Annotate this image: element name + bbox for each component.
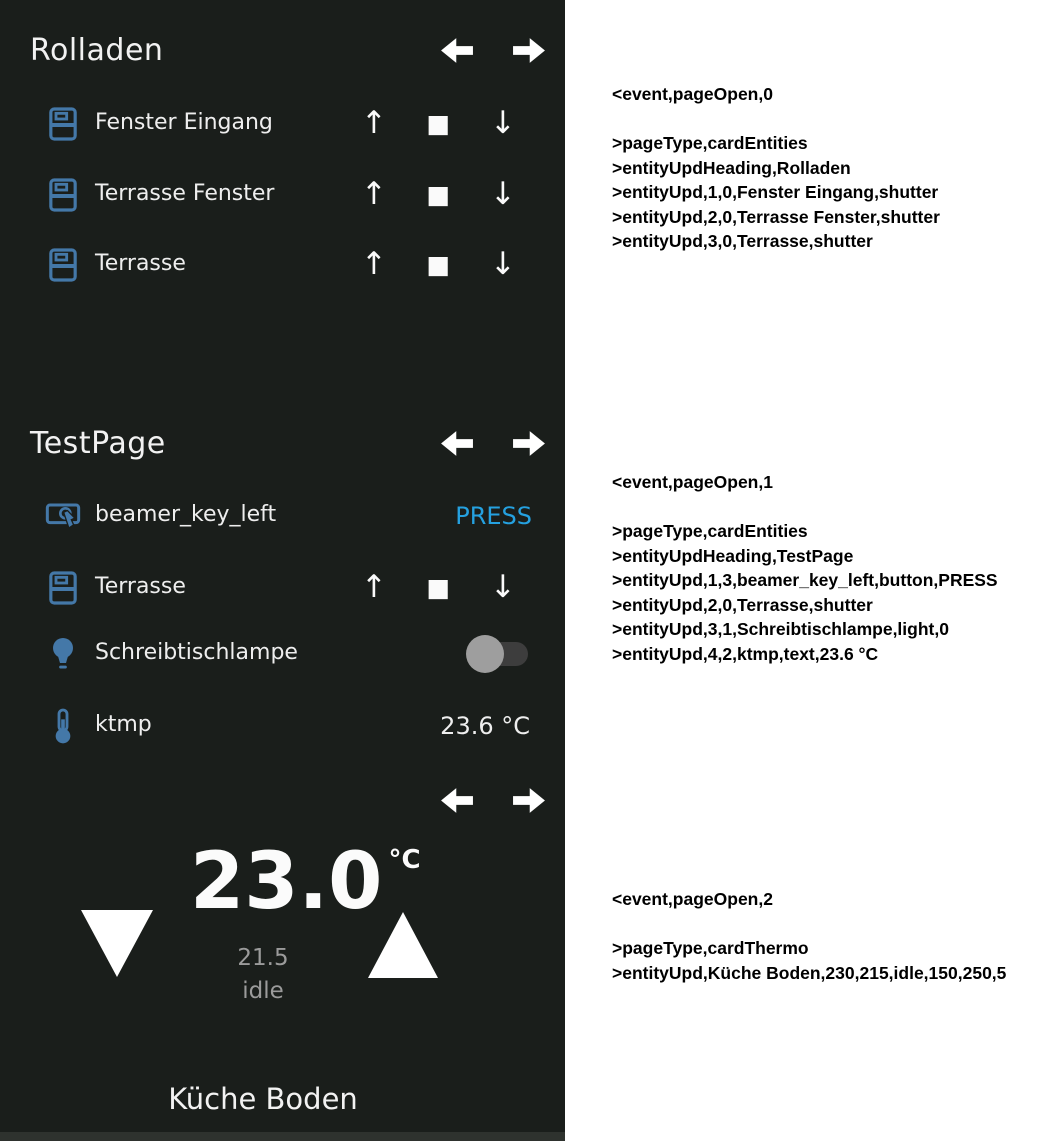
target-temperature: 21.5 bbox=[237, 945, 289, 971]
nav-right-button[interactable] bbox=[510, 36, 548, 65]
nav-left-button[interactable] bbox=[438, 429, 476, 458]
protocol-block-pageopen-1 bbox=[612, 470, 1042, 666]
protocol-line: >entityUpd,3,1,Schreibtischlampe,light,0 bbox=[612, 619, 949, 639]
temp-increase-button[interactable] bbox=[368, 912, 438, 978]
page-navigation bbox=[438, 786, 548, 815]
entity-row bbox=[0, 173, 565, 217]
shutter-down-button[interactable]: ↓ bbox=[490, 176, 516, 212]
panel-bottom-strip bbox=[0, 1132, 565, 1141]
current-temperature bbox=[190, 837, 421, 927]
entity-row bbox=[0, 632, 565, 676]
thermostat-title: Küche Boden bbox=[168, 1082, 358, 1116]
shutter-stop-button[interactable]: ■ bbox=[426, 180, 450, 209]
page-title: TestPage bbox=[30, 426, 166, 461]
entity-row bbox=[0, 704, 565, 748]
protocol-line: >entityUpd,1,3,beamer_key_left,button,PRESS bbox=[612, 570, 998, 590]
temperature-unit: °C bbox=[388, 845, 421, 875]
protocol-line: >entityUpd,1,0,Fenster Eingang,shutter bbox=[612, 182, 939, 202]
protocol-line: <event,pageOpen,2 bbox=[612, 889, 773, 909]
entity-row bbox=[0, 494, 565, 538]
protocol-line: <event,pageOpen,0 bbox=[612, 84, 773, 104]
nav-left-button[interactable] bbox=[438, 36, 476, 65]
window-shutter-icon bbox=[43, 175, 83, 215]
entity-name: Schreibtischlampe bbox=[95, 640, 298, 665]
shutter-down-button[interactable]: ↓ bbox=[490, 105, 516, 141]
protocol-line: >entityUpd,2,0,Terrasse,shutter bbox=[612, 594, 873, 615]
lightbulb-icon bbox=[43, 634, 83, 674]
entity-name: ktmp bbox=[95, 712, 152, 737]
light-toggle-switch[interactable] bbox=[468, 642, 528, 666]
entity-row bbox=[0, 243, 565, 287]
nav-right-button[interactable] bbox=[510, 429, 548, 458]
protocol-line: >pageType,cardEntities bbox=[612, 521, 808, 541]
shutter-stop-button[interactable]: ■ bbox=[426, 250, 450, 279]
sensor-value: 23.6 °C bbox=[440, 712, 530, 740]
protocol-line: >entityUpd,3,0,Terrasse,shutter bbox=[612, 231, 873, 251]
entity-name: beamer_key_left bbox=[95, 502, 277, 527]
window-shutter-icon bbox=[43, 104, 83, 144]
shutter-stop-button[interactable]: ■ bbox=[426, 573, 450, 602]
nav-left-button[interactable] bbox=[438, 786, 476, 815]
protocol-line: >entityUpdHeading,TestPage bbox=[612, 545, 854, 566]
page-navigation bbox=[438, 36, 548, 65]
shutter-stop-button[interactable]: ■ bbox=[426, 109, 450, 138]
protocol-block-pageopen-2 bbox=[612, 887, 1042, 985]
window-shutter-icon bbox=[43, 245, 83, 285]
shutter-up-button[interactable]: ↑ bbox=[361, 569, 387, 605]
protocol-block-pageopen-0 bbox=[612, 82, 1042, 254]
press-button[interactable]: PRESS bbox=[455, 502, 532, 530]
shutter-up-button[interactable]: ↑ bbox=[361, 105, 387, 141]
protocol-line bbox=[612, 495, 1042, 520]
shutter-up-button[interactable]: ↑ bbox=[361, 246, 387, 282]
protocol-line bbox=[612, 107, 1042, 132]
page-navigation bbox=[438, 429, 548, 458]
entity-row bbox=[0, 102, 565, 146]
toggle-knob bbox=[466, 635, 504, 673]
hvac-state: idle bbox=[242, 978, 284, 1004]
shutter-up-button[interactable]: ↑ bbox=[361, 176, 387, 212]
shutter-down-button[interactable]: ↓ bbox=[490, 246, 516, 282]
temp-decrease-button[interactable] bbox=[81, 910, 153, 977]
thermometer-icon bbox=[43, 706, 83, 746]
nav-right-button[interactable] bbox=[510, 786, 548, 815]
entity-row bbox=[0, 566, 565, 610]
window-shutter-icon bbox=[43, 568, 83, 608]
current-temperature-value: 23.0 bbox=[190, 837, 383, 927]
protocol-line bbox=[612, 912, 1042, 937]
protocol-line: >entityUpd,2,0,Terrasse Fenster,shutter bbox=[612, 206, 940, 227]
shutter-down-button[interactable]: ↓ bbox=[490, 569, 516, 605]
page-title: Rolladen bbox=[30, 33, 164, 68]
entity-name: Terrasse bbox=[95, 574, 186, 599]
gesture-tap-button-icon bbox=[43, 496, 83, 536]
protocol-line: >pageType,cardEntities bbox=[612, 133, 808, 153]
protocol-line: >pageType,cardThermo bbox=[612, 938, 809, 958]
entity-name: Terrasse bbox=[95, 251, 186, 276]
entity-name: Fenster Eingang bbox=[95, 110, 273, 135]
protocol-line: >entityUpdHeading,Rolladen bbox=[612, 157, 851, 178]
entity-name: Terrasse Fenster bbox=[95, 181, 275, 206]
protocol-line: <event,pageOpen,1 bbox=[612, 472, 773, 492]
protocol-line: >entityUpd,Küche Boden,230,215,idle,150,250,5 bbox=[612, 962, 1007, 983]
protocol-line: >entityUpd,4,2,ktmp,text,23.6 °C bbox=[612, 643, 879, 664]
